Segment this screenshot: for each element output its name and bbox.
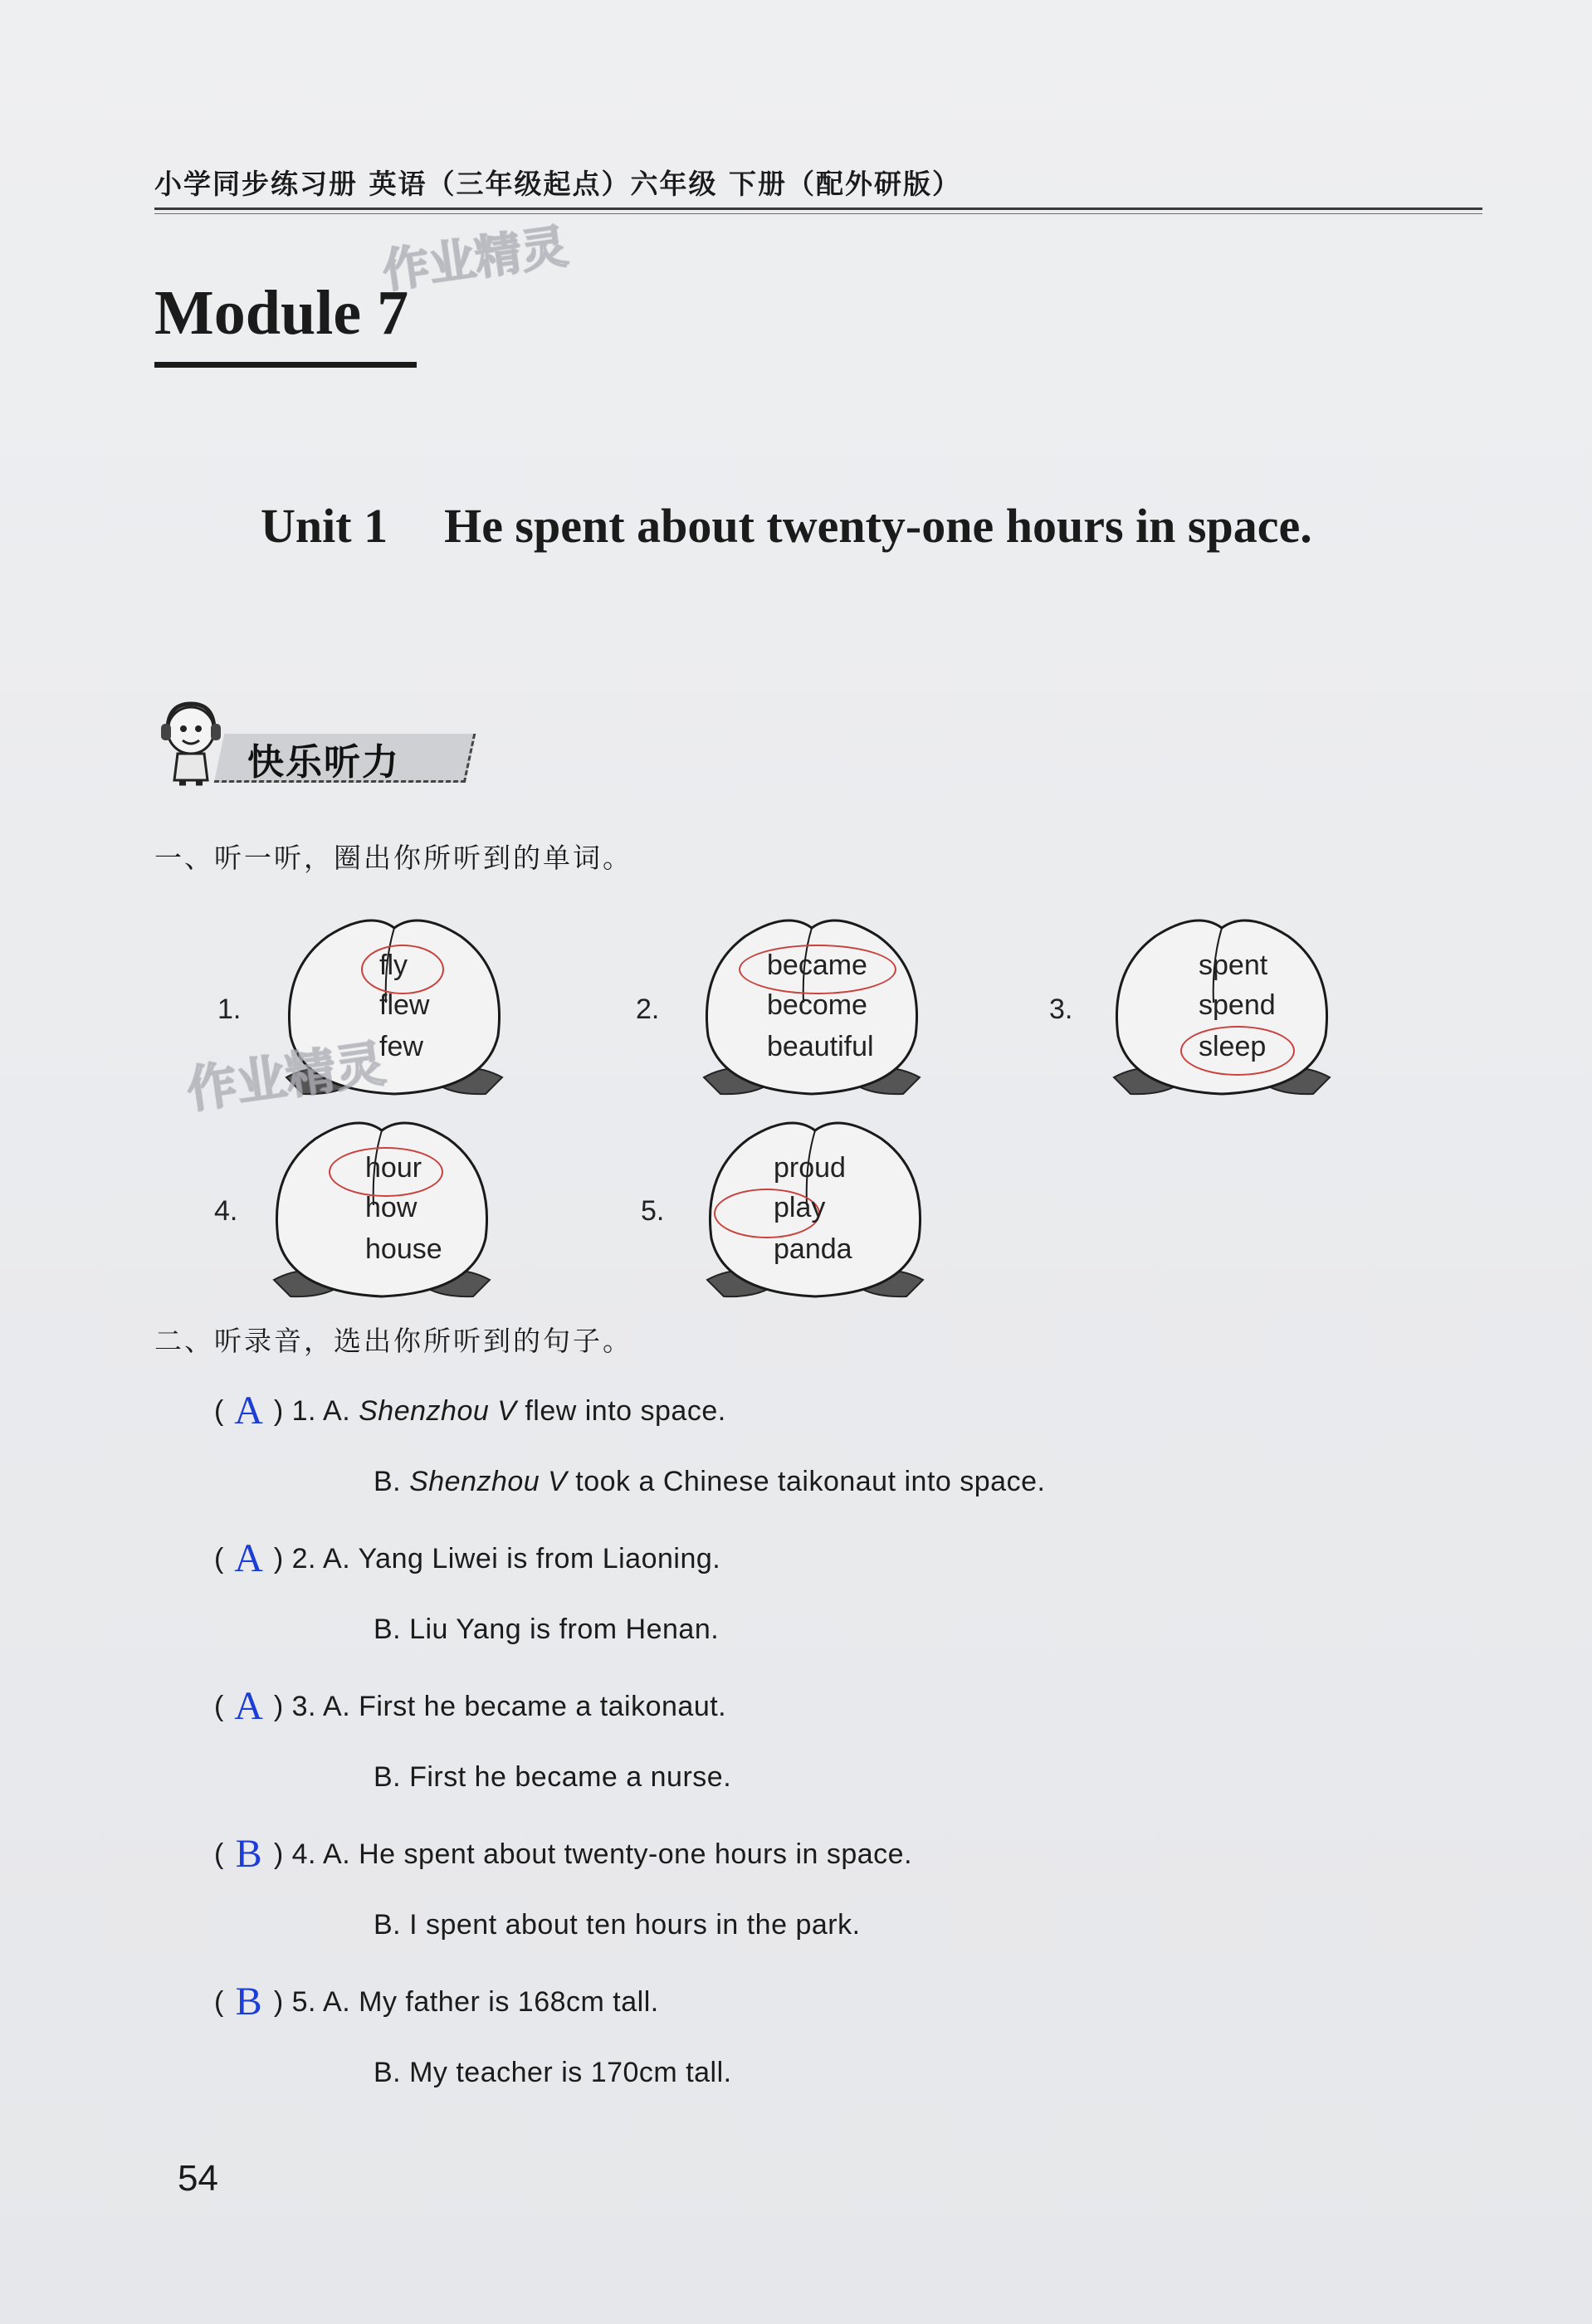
option-text: flew into space. [516,1395,726,1427]
q2-option-b-row [374,1614,719,1646]
paren-open: ( [214,1691,224,1722]
item-number: 3. [291,1691,316,1722]
item-number: 1. [291,1395,316,1427]
item-number: 2. [291,1543,316,1575]
option-label: A. [323,1395,351,1427]
watermark: 作业精灵 [183,1034,389,1120]
q2-item-row [214,1388,726,1433]
word-option: fly [379,950,408,981]
peach-card [257,1114,506,1321]
q2-item-row [214,1979,659,2024]
unit-title [261,498,1312,554]
option-label: A. [323,1543,351,1575]
option-text: My father is 168cm tall. [359,1986,659,2018]
option-label: B. [374,1761,402,1793]
paren-open: ( [214,1543,224,1575]
header-rule-thin [154,213,1482,214]
answer-mark: A [234,1536,264,1580]
paren-open: ( [214,1395,224,1427]
header-rule [154,208,1482,210]
option-text: I spent about ten hours in the park. [409,1909,861,1941]
q2-option-b-row [374,1466,1045,1498]
word-option: house [365,1233,442,1265]
word-option: panda [774,1233,852,1265]
option-label: B. [374,2057,402,2088]
word-option: play [774,1192,826,1223]
q2-item-row [214,1683,726,1729]
option-text: He spent about twenty-one hours in space. [359,1838,913,1870]
paren-open: ( [214,1986,224,2018]
word-option: beautiful [767,1031,874,1062]
book-header: 小学同步练习册 英语（三年级起点）六年级 下册（配外研版） [154,168,961,200]
paren-close: ) [273,1986,284,2018]
word-option: spend [1199,989,1276,1021]
paren-close: ) [273,1838,284,1870]
unit-heading: He spent about twenty-one hours in space. [444,499,1312,553]
q1-item-number: 4. [214,1195,238,1227]
option-italic: Shenzhou V [359,1395,517,1427]
peach-card [687,911,936,1119]
option-text: Yang Liwei is from Liaoning. [358,1543,721,1575]
q1-item-number: 2. [636,994,660,1025]
word-option: flew [379,989,430,1021]
answer-mark: A [234,1389,264,1433]
option-label: B. [374,1909,402,1941]
word-option: spent [1199,950,1268,981]
word-option: sleep [1199,1031,1267,1062]
q2-item-row [214,1536,720,1581]
q1-item-number: 3. [1049,994,1073,1025]
q1-item-number: 5. [641,1195,665,1227]
word-option: how [365,1192,418,1223]
option-label: A. [323,1691,351,1722]
page-number: 54 [178,2158,218,2199]
section-banner [219,730,476,782]
item-number: 5. [291,1986,316,2018]
item-number: 4. [291,1838,316,1870]
option-italic: Shenzhou V [409,1466,568,1497]
q1-item-number: 1. [217,994,242,1025]
q2-option-b-row [374,2057,732,2089]
q2-option-b-row [374,1761,731,1794]
module-title: Module 7 [154,278,409,348]
word-option: became [767,950,867,981]
paren-open: ( [214,1838,224,1870]
unit-label: Unit 1 [261,499,388,553]
option-label: A. [323,1986,351,2018]
q2-item-row [214,1831,912,1877]
paren-close: ) [273,1395,284,1427]
answer-mark: A [234,1684,264,1728]
option-text: First he became a nurse. [409,1761,732,1793]
option-text: My teacher is 170cm tall. [409,2057,732,2088]
module-underline [154,362,417,368]
option-label: B. [374,1466,402,1497]
q1-heading: 一、听一听，圈出你所听到的单词。 [154,842,632,874]
option-text: First he became a taikonaut. [359,1691,727,1722]
option-label: B. [374,1614,402,1645]
paren-close: ) [273,1543,284,1575]
word-option: hour [365,1152,422,1184]
q2-option-b-row [374,1909,861,1941]
watermark: 作业精灵 [379,219,572,300]
section-banner-label: 快乐听力 [247,741,400,784]
q2-heading: 二、听录音，选出你所听到的句子。 [154,1325,632,1357]
paren-close: ) [273,1691,284,1722]
option-text: Liu Yang is from Henan. [409,1614,720,1645]
word-option: proud [774,1152,846,1184]
word-option: become [767,989,867,1021]
peach-card [1097,911,1346,1119]
answer-mark: B [235,1980,263,2024]
option-text: took a Chinese taikonaut into space. [567,1466,1046,1497]
word-option: few [379,1031,423,1062]
option-label: A. [323,1838,351,1870]
answer-mark: B [235,1832,263,1876]
peach-card [691,1114,940,1321]
